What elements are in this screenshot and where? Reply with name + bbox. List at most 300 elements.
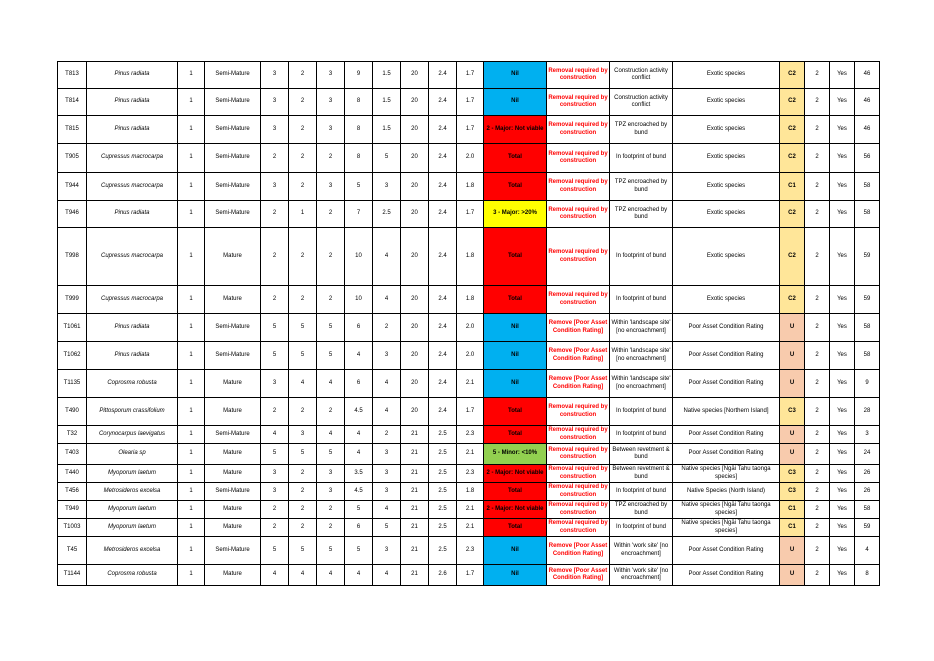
tree-id-cell: T949 — [58, 501, 87, 519]
class-cell: C2 — [780, 62, 805, 89]
spread-cell: 1.5 — [373, 116, 401, 144]
impact-cell: Nil — [484, 342, 547, 370]
ref-cell: 8 — [855, 565, 880, 586]
quantity-cell: 1 — [178, 342, 205, 370]
yes-cell: Yes — [830, 519, 855, 537]
score-cell: 2 — [261, 144, 289, 173]
age-class-cell: Semi-Mature — [205, 342, 261, 370]
notes-cell: Exotic species — [673, 201, 780, 228]
score-cell: 2 — [289, 228, 317, 286]
score-cell: 2 — [289, 286, 317, 314]
score-cell: 3 — [317, 465, 345, 483]
height-cell: 4.5 — [345, 483, 373, 501]
action-cell: Remove [Poor Asset Condition Rating] — [547, 565, 610, 586]
score-cell: 3 — [261, 483, 289, 501]
class-cell: U — [780, 537, 805, 565]
class-cell: C2 — [780, 116, 805, 144]
height-cell: 5 — [345, 173, 373, 201]
value-cell: 20 — [401, 116, 429, 144]
impact-cell: 2 - Major: Not viable — [484, 116, 547, 144]
quantity-cell: 1 — [178, 501, 205, 519]
score-cell: 5 — [317, 342, 345, 370]
spread-cell: 4 — [373, 398, 401, 426]
age-class-cell: Mature — [205, 565, 261, 586]
quantity-cell: 1 — [178, 173, 205, 201]
species-cell: Pittosporum crassifolium — [87, 398, 178, 426]
value-cell: 1.7 — [457, 116, 484, 144]
yes-cell: Yes — [830, 228, 855, 286]
impact-cell: Nil — [484, 565, 547, 586]
species-cell: Pinus radiata — [87, 201, 178, 228]
value-cell: 20 — [401, 144, 429, 173]
value-cell: 21 — [401, 426, 429, 444]
value-cell: 1.7 — [457, 201, 484, 228]
yes-cell: Yes — [830, 314, 855, 342]
yes-cell: Yes — [830, 62, 855, 89]
value-cell: 21 — [401, 483, 429, 501]
quantity-cell: 1 — [178, 286, 205, 314]
tree-id-cell: T815 — [58, 116, 87, 144]
value-cell: 2.5 — [429, 483, 457, 501]
ref-cell: 46 — [855, 116, 880, 144]
score-cell: 2 — [289, 501, 317, 519]
class-cell: C2 — [780, 144, 805, 173]
action-cell: Removal required by construction — [547, 144, 610, 173]
count-cell: 2 — [805, 228, 830, 286]
yes-cell: Yes — [830, 342, 855, 370]
quantity-cell: 1 — [178, 201, 205, 228]
age-class-cell: Mature — [205, 519, 261, 537]
notes-cell: Native species [Ngāi Tahu taonga species] — [673, 501, 780, 519]
height-cell: 3.5 — [345, 465, 373, 483]
yes-cell: Yes — [830, 483, 855, 501]
height-cell: 6 — [345, 314, 373, 342]
species-cell: Pinus radiata — [87, 62, 178, 89]
quantity-cell: 1 — [178, 228, 205, 286]
height-cell: 6 — [345, 370, 373, 398]
count-cell: 2 — [805, 519, 830, 537]
quantity-cell: 1 — [178, 89, 205, 116]
value-cell: 2.0 — [457, 144, 484, 173]
score-cell: 2 — [289, 144, 317, 173]
impact-cell: Nil — [484, 537, 547, 565]
quantity-cell: 1 — [178, 483, 205, 501]
score-cell: 3 — [261, 173, 289, 201]
score-cell: 2 — [261, 501, 289, 519]
quantity-cell: 1 — [178, 116, 205, 144]
spread-cell: 3 — [373, 483, 401, 501]
tree-id-cell: T1061 — [58, 314, 87, 342]
action-cell: Removal required by construction — [547, 483, 610, 501]
species-cell: Myoporum laetum — [87, 519, 178, 537]
tree-id-cell: T1144 — [58, 565, 87, 586]
reason-cell: Between revetment & bund — [610, 444, 673, 465]
reason-cell: In footprint of bund — [610, 519, 673, 537]
score-cell: 4 — [317, 565, 345, 586]
score-cell: 3 — [317, 62, 345, 89]
reason-cell: TPZ encroached by bund — [610, 201, 673, 228]
class-cell: C3 — [780, 465, 805, 483]
table-row — [58, 565, 880, 586]
species-cell: Cupressus macrocarpa — [87, 228, 178, 286]
species-cell: Coprosma robusta — [87, 565, 178, 586]
reason-cell: In footprint of bund — [610, 483, 673, 501]
value-cell: 2.4 — [429, 116, 457, 144]
score-cell: 5 — [261, 537, 289, 565]
value-cell: 20 — [401, 173, 429, 201]
species-cell: Pinus radiata — [87, 314, 178, 342]
table-row — [58, 483, 880, 501]
ref-cell: 56 — [855, 144, 880, 173]
score-cell: 2 — [289, 116, 317, 144]
score-cell: 3 — [317, 483, 345, 501]
table-row — [58, 501, 880, 519]
score-cell: 2 — [289, 173, 317, 201]
ref-cell: 3 — [855, 426, 880, 444]
table-row — [58, 116, 880, 144]
value-cell: 2.5 — [429, 537, 457, 565]
score-cell: 3 — [261, 370, 289, 398]
notes-cell: Exotic species — [673, 62, 780, 89]
height-cell: 8 — [345, 116, 373, 144]
score-cell: 2 — [289, 483, 317, 501]
yes-cell: Yes — [830, 426, 855, 444]
value-cell: 2.5 — [429, 501, 457, 519]
action-cell: Removal required by construction — [547, 116, 610, 144]
notes-cell: Exotic species — [673, 144, 780, 173]
yes-cell: Yes — [830, 286, 855, 314]
reason-cell: Construction activity conflict — [610, 89, 673, 116]
score-cell: 3 — [261, 62, 289, 89]
value-cell: 21 — [401, 537, 429, 565]
value-cell: 2.4 — [429, 62, 457, 89]
reason-cell: TPZ encroached by bund — [610, 501, 673, 519]
count-cell: 2 — [805, 483, 830, 501]
notes-cell: Exotic species — [673, 286, 780, 314]
value-cell: 2.4 — [429, 89, 457, 116]
quantity-cell: 1 — [178, 537, 205, 565]
age-class-cell: Semi-Mature — [205, 89, 261, 116]
ref-cell: 28 — [855, 398, 880, 426]
tree-id-cell: T490 — [58, 398, 87, 426]
value-cell: 1.7 — [457, 565, 484, 586]
score-cell: 5 — [261, 314, 289, 342]
spread-cell: 5 — [373, 519, 401, 537]
impact-cell: Nil — [484, 314, 547, 342]
value-cell: 2.4 — [429, 201, 457, 228]
tree-assessment-table — [57, 61, 880, 586]
table-row — [58, 398, 880, 426]
yes-cell: Yes — [830, 173, 855, 201]
value-cell: 2.3 — [457, 537, 484, 565]
ref-cell: 58 — [855, 314, 880, 342]
count-cell: 2 — [805, 286, 830, 314]
spread-cell: 1.5 — [373, 62, 401, 89]
table-row — [58, 519, 880, 537]
value-cell: 21 — [401, 519, 429, 537]
action-cell: Removal required by construction — [547, 228, 610, 286]
table-row — [58, 144, 880, 173]
action-cell: Removal required by construction — [547, 444, 610, 465]
class-cell: C3 — [780, 398, 805, 426]
value-cell: 1.8 — [457, 228, 484, 286]
count-cell: 2 — [805, 465, 830, 483]
action-cell: Remove [Poor Asset Condition Rating] — [547, 537, 610, 565]
ref-cell: 59 — [855, 228, 880, 286]
value-cell: 2.3 — [457, 426, 484, 444]
tree-id-cell: T998 — [58, 228, 87, 286]
reason-cell: Within 'work site' [no encroachment] — [610, 565, 673, 586]
score-cell: 2 — [317, 286, 345, 314]
score-cell: 2 — [317, 501, 345, 519]
impact-cell: Nil — [484, 89, 547, 116]
count-cell: 2 — [805, 89, 830, 116]
ref-cell: 26 — [855, 465, 880, 483]
ref-cell: 26 — [855, 483, 880, 501]
quantity-cell: 1 — [178, 370, 205, 398]
notes-cell: Native species [Northern Island] — [673, 398, 780, 426]
tree-id-cell: T814 — [58, 89, 87, 116]
action-cell: Remove [Poor Asset Condition Rating] — [547, 342, 610, 370]
value-cell: 2.4 — [429, 286, 457, 314]
reason-cell: In footprint of bund — [610, 286, 673, 314]
count-cell: 2 — [805, 537, 830, 565]
value-cell: 20 — [401, 398, 429, 426]
height-cell: 9 — [345, 62, 373, 89]
quantity-cell: 1 — [178, 565, 205, 586]
impact-cell: Total — [484, 228, 547, 286]
yes-cell: Yes — [830, 370, 855, 398]
spread-cell: 2 — [373, 314, 401, 342]
score-cell: 3 — [261, 116, 289, 144]
table-row — [58, 342, 880, 370]
impact-cell: 5 - Minor: <10% — [484, 444, 547, 465]
value-cell: 2.4 — [429, 144, 457, 173]
height-cell: 10 — [345, 286, 373, 314]
class-cell: C1 — [780, 501, 805, 519]
action-cell: Removal required by construction — [547, 465, 610, 483]
score-cell: 5 — [261, 342, 289, 370]
reason-cell: In footprint of bund — [610, 398, 673, 426]
notes-cell: Poor Asset Condition Rating — [673, 342, 780, 370]
count-cell: 2 — [805, 426, 830, 444]
spread-cell: 4 — [373, 565, 401, 586]
value-cell: 2.5 — [429, 444, 457, 465]
impact-cell: Total — [484, 426, 547, 444]
tree-id-cell: T946 — [58, 201, 87, 228]
score-cell: 5 — [289, 342, 317, 370]
table-body — [58, 62, 880, 586]
value-cell: 1.8 — [457, 173, 484, 201]
value-cell: 2.1 — [457, 501, 484, 519]
species-cell: Metrosideros excelsa — [87, 483, 178, 501]
value-cell: 20 — [401, 370, 429, 398]
action-cell: Removal required by construction — [547, 201, 610, 228]
tree-id-cell: T1062 — [58, 342, 87, 370]
notes-cell: Poor Asset Condition Rating — [673, 537, 780, 565]
value-cell: 2.5 — [429, 426, 457, 444]
height-cell: 7 — [345, 201, 373, 228]
species-cell: Cupressus macrocarpa — [87, 286, 178, 314]
class-cell: U — [780, 444, 805, 465]
yes-cell: Yes — [830, 398, 855, 426]
spread-cell: 3 — [373, 444, 401, 465]
quantity-cell: 1 — [178, 62, 205, 89]
value-cell: 2.1 — [457, 519, 484, 537]
height-cell: 5 — [345, 501, 373, 519]
ref-cell: 59 — [855, 519, 880, 537]
action-cell: Remove [Poor Asset Condition Rating] — [547, 314, 610, 342]
height-cell: 8 — [345, 144, 373, 173]
reason-cell: Within 'landscape site' [no encroachment] — [610, 342, 673, 370]
notes-cell: Exotic species — [673, 228, 780, 286]
value-cell: 2.1 — [457, 370, 484, 398]
score-cell: 4 — [289, 370, 317, 398]
spread-cell: 3 — [373, 537, 401, 565]
yes-cell: Yes — [830, 201, 855, 228]
table-row — [58, 465, 880, 483]
quantity-cell: 1 — [178, 519, 205, 537]
yes-cell: Yes — [830, 465, 855, 483]
ref-cell: 24 — [855, 444, 880, 465]
value-cell: 21 — [401, 465, 429, 483]
value-cell: 2.5 — [429, 519, 457, 537]
score-cell: 5 — [261, 444, 289, 465]
species-cell: Cupressus macrocarpa — [87, 144, 178, 173]
value-cell: 2.6 — [429, 565, 457, 586]
value-cell: 1.7 — [457, 398, 484, 426]
yes-cell: Yes — [830, 537, 855, 565]
age-class-cell: Mature — [205, 398, 261, 426]
species-cell: Myoporum laetum — [87, 465, 178, 483]
score-cell: 4 — [317, 426, 345, 444]
score-cell: 2 — [261, 398, 289, 426]
score-cell: 2 — [261, 201, 289, 228]
age-class-cell: Semi-Mature — [205, 483, 261, 501]
score-cell: 2 — [289, 519, 317, 537]
age-class-cell: Mature — [205, 228, 261, 286]
tree-id-cell: T456 — [58, 483, 87, 501]
reason-cell: In footprint of bund — [610, 144, 673, 173]
quantity-cell: 1 — [178, 144, 205, 173]
score-cell: 2 — [317, 519, 345, 537]
species-cell: Olearia sp — [87, 444, 178, 465]
value-cell: 21 — [401, 565, 429, 586]
reason-cell: Between revetment & bund — [610, 465, 673, 483]
value-cell: 2.4 — [429, 342, 457, 370]
species-cell: Coprosma robusta — [87, 370, 178, 398]
action-cell: Removal required by construction — [547, 62, 610, 89]
score-cell: 4 — [261, 565, 289, 586]
species-cell: Pinus radiata — [87, 342, 178, 370]
value-cell: 2.4 — [429, 228, 457, 286]
action-cell: Removal required by construction — [547, 173, 610, 201]
height-cell: 8 — [345, 89, 373, 116]
reason-cell: Within 'work site' [no encroachment] — [610, 537, 673, 565]
yes-cell: Yes — [830, 89, 855, 116]
notes-cell: Exotic species — [673, 173, 780, 201]
species-cell: Myoporum laetum — [87, 501, 178, 519]
species-cell: Corynocarpus laevigatus — [87, 426, 178, 444]
value-cell: 2.4 — [429, 314, 457, 342]
height-cell: 4 — [345, 342, 373, 370]
value-cell: 2.1 — [457, 444, 484, 465]
impact-cell: 2 - Major: Not viable — [484, 465, 547, 483]
value-cell: 21 — [401, 501, 429, 519]
quantity-cell: 1 — [178, 426, 205, 444]
table-row — [58, 228, 880, 286]
height-cell: 4 — [345, 444, 373, 465]
action-cell: Removal required by construction — [547, 519, 610, 537]
score-cell: 2 — [289, 89, 317, 116]
score-cell: 1 — [289, 201, 317, 228]
value-cell: 20 — [401, 314, 429, 342]
tree-id-cell: T403 — [58, 444, 87, 465]
action-cell: Removal required by construction — [547, 286, 610, 314]
reason-cell: Within 'landscape site' [no encroachment] — [610, 370, 673, 398]
score-cell: 2 — [317, 398, 345, 426]
score-cell: 4 — [261, 426, 289, 444]
count-cell: 2 — [805, 144, 830, 173]
age-class-cell: Mature — [205, 286, 261, 314]
species-cell: Pinus radiata — [87, 116, 178, 144]
count-cell: 2 — [805, 565, 830, 586]
reason-cell: TPZ encroached by bund — [610, 173, 673, 201]
count-cell: 2 — [805, 370, 830, 398]
age-class-cell: Semi-Mature — [205, 62, 261, 89]
table-row — [58, 426, 880, 444]
height-cell: 4 — [345, 565, 373, 586]
spread-cell: 3 — [373, 342, 401, 370]
quantity-cell: 1 — [178, 465, 205, 483]
count-cell: 2 — [805, 314, 830, 342]
notes-cell: Exotic species — [673, 116, 780, 144]
spread-cell: 1.5 — [373, 89, 401, 116]
notes-cell: Poor Asset Condition Rating — [673, 314, 780, 342]
score-cell: 5 — [289, 444, 317, 465]
table-row — [58, 370, 880, 398]
yes-cell: Yes — [830, 501, 855, 519]
impact-cell: Total — [484, 286, 547, 314]
table-row — [58, 537, 880, 565]
impact-cell: Total — [484, 144, 547, 173]
tree-id-cell: T45 — [58, 537, 87, 565]
notes-cell: Native Species (North Island) — [673, 483, 780, 501]
notes-cell: Poor Asset Condition Rating — [673, 426, 780, 444]
score-cell: 5 — [317, 537, 345, 565]
spread-cell: 4 — [373, 228, 401, 286]
age-class-cell: Semi-Mature — [205, 173, 261, 201]
ref-cell: 58 — [855, 201, 880, 228]
tree-id-cell: T1003 — [58, 519, 87, 537]
ref-cell: 58 — [855, 342, 880, 370]
ref-cell: 58 — [855, 501, 880, 519]
class-cell: U — [780, 342, 805, 370]
score-cell: 2 — [289, 465, 317, 483]
value-cell: 1.8 — [457, 483, 484, 501]
value-cell: 1.7 — [457, 89, 484, 116]
notes-cell: Native species [Ngāi Tahu taonga species] — [673, 519, 780, 537]
score-cell: 2 — [289, 62, 317, 89]
value-cell: 2.0 — [457, 314, 484, 342]
table-row — [58, 173, 880, 201]
count-cell: 2 — [805, 444, 830, 465]
notes-cell: Native species [Ngāi Tahu taonga species] — [673, 465, 780, 483]
count-cell: 2 — [805, 62, 830, 89]
value-cell: 2.4 — [429, 370, 457, 398]
table-row — [58, 444, 880, 465]
score-cell: 2 — [261, 519, 289, 537]
